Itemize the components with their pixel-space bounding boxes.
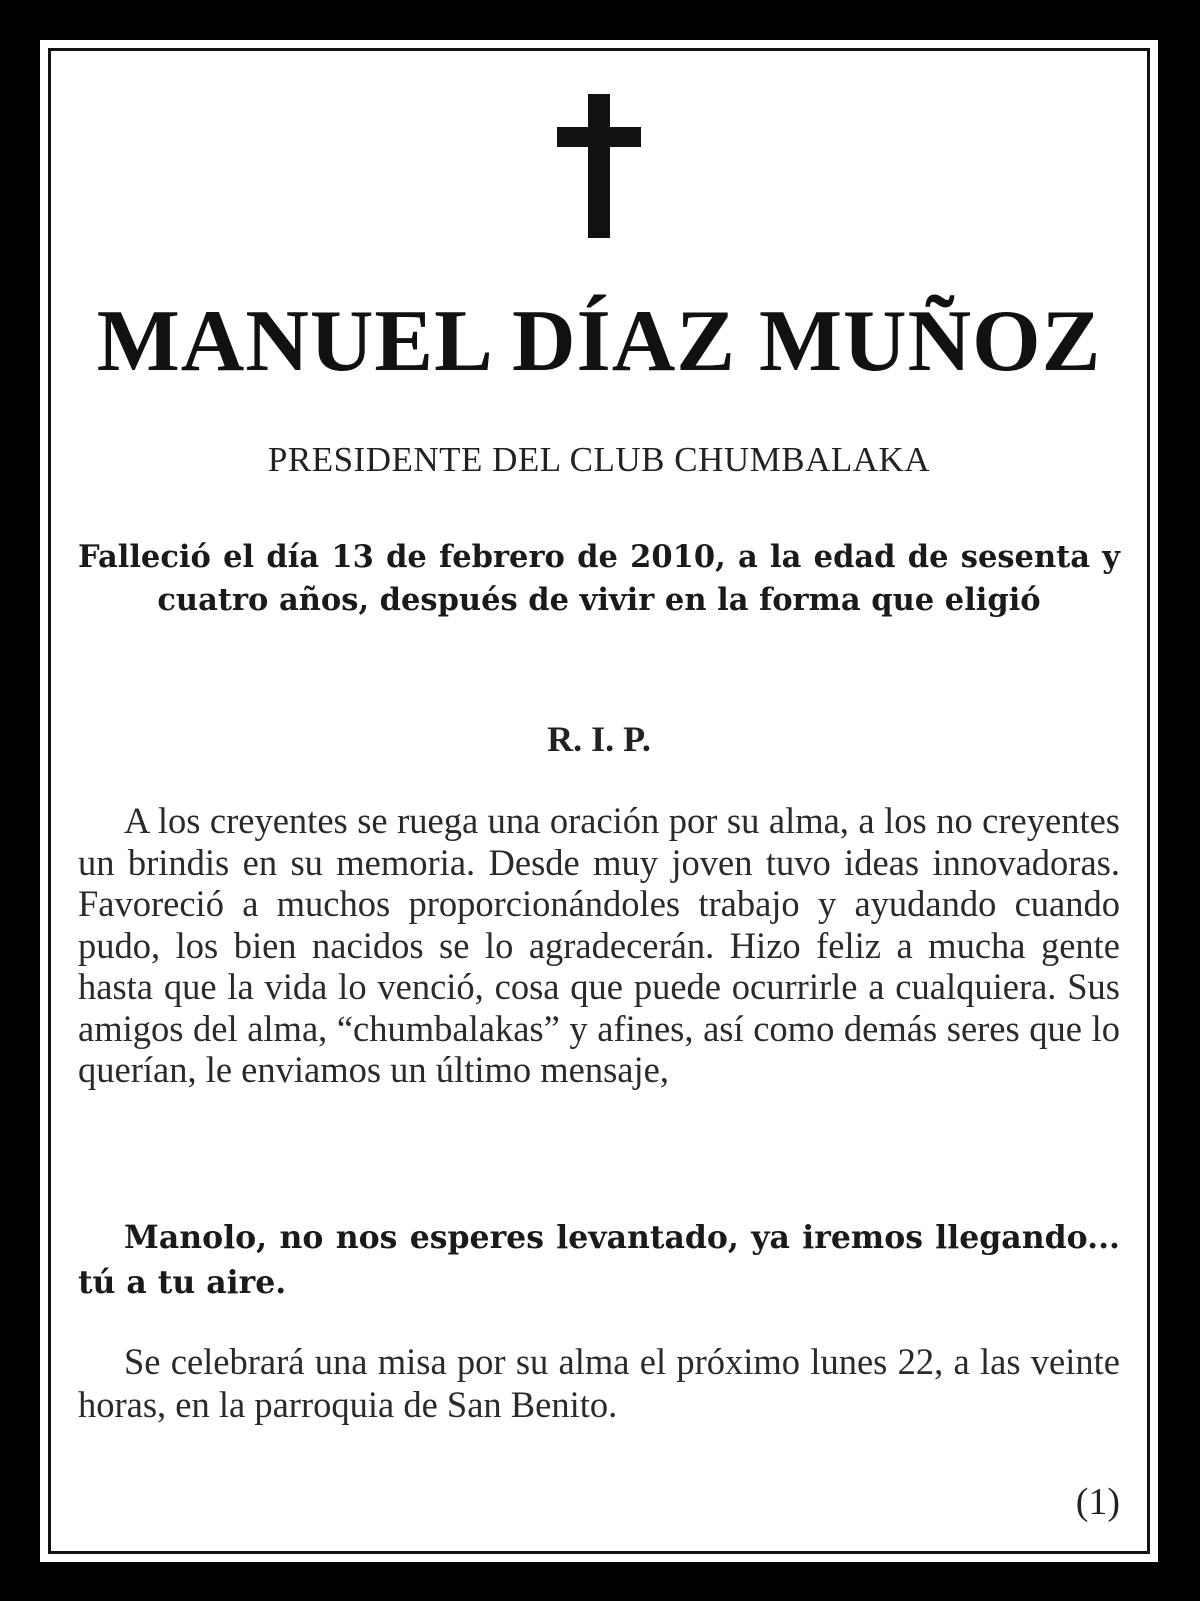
- deceased-title: PRESIDENTE DEL CLUB CHUMBALAKA: [267, 440, 931, 479]
- obituary-content: [78, 40, 1120, 1562]
- death-notice: Falleció el día 13 de febrero de 2010, a la edad de sesenta y cuatro años, después de vivir en la forma que eligió: [78, 539, 1120, 618]
- reference-number: (1): [1075, 1481, 1120, 1523]
- rip-text: R. I. P.: [547, 719, 651, 759]
- obituary-card: [40, 40, 1158, 1562]
- closing-message: Manolo, no nos esperes levantado, ya iremos llegando... tú a tu aire.: [78, 1219, 1120, 1301]
- mass-announcement: Se celebrará una misa por su alma el próximo lunes 22, a las veinte horas, en la parroquia de San Benito.: [78, 1341, 1120, 1425]
- deceased-name: MANUEL DÍAZ MUÑOZ: [96, 293, 1102, 390]
- cross-icon: [557, 94, 641, 238]
- obituary-body: A los creyentes se ruega una oración por su alma, a los no creyentes un brindis en su memoria. Desde muy joven tuvo ideas innovadoras. Favoreció a muchos proporcionándoles trabajo y ayudando cuando pudo, los bien nacidos se lo agradecerán. Hizo feliz a mucha gente hasta que la vida lo venció, cosa que puede ocurrirle a cualquiera. Sus amigos del alma, “chumbalakas” y afines, así como demás seres que lo querían, le enviamos un último mensaje,: [78, 800, 1120, 1090]
